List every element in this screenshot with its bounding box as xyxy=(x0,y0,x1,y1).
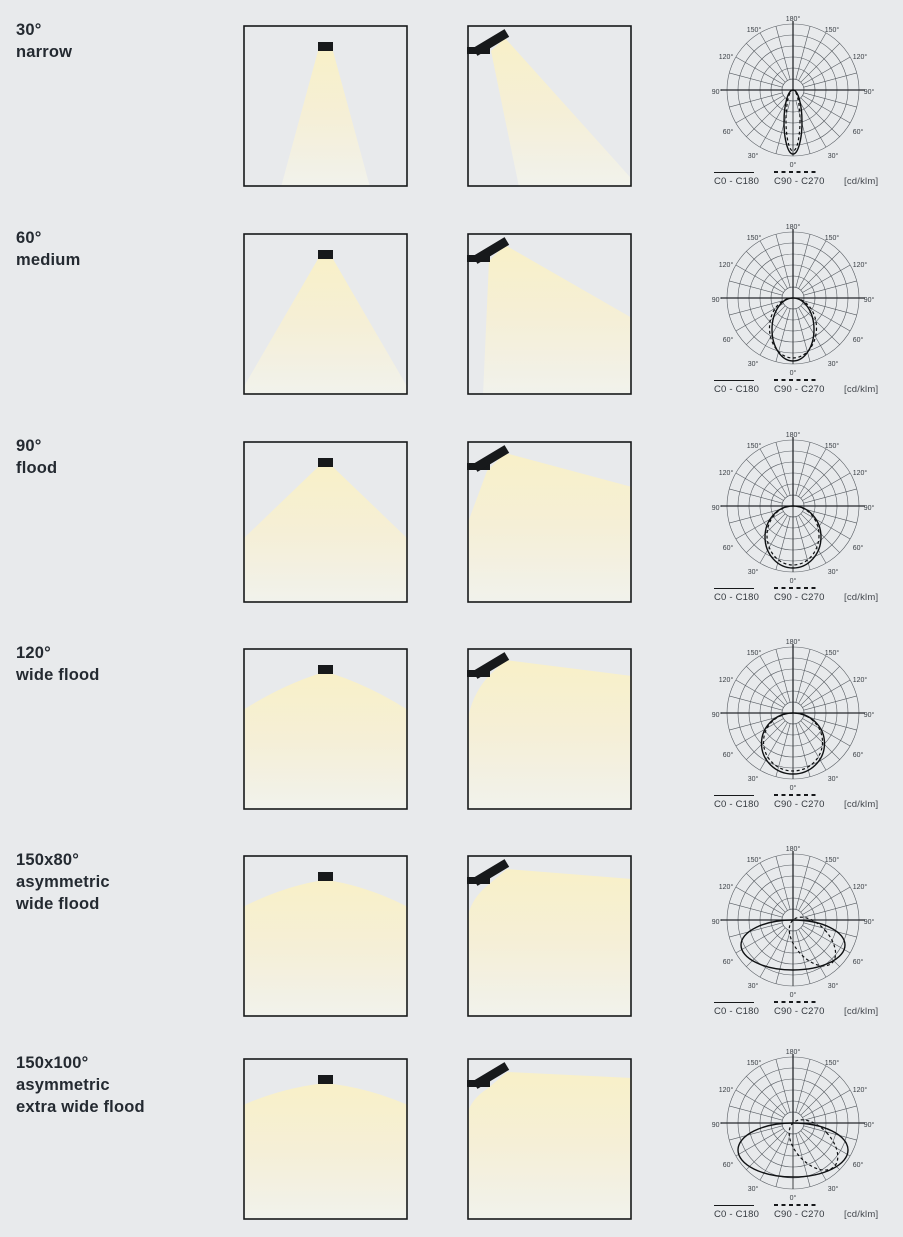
polar-axis-label: 0° xyxy=(789,369,797,376)
polar-axis-label: 180° xyxy=(785,431,801,439)
beam-box-straight xyxy=(243,1058,408,1220)
beam-label xyxy=(16,849,236,915)
beam-label xyxy=(16,19,236,63)
beam-angle-label: 90° xyxy=(16,437,42,455)
polar-diagram xyxy=(703,428,883,584)
fixture-icon xyxy=(318,250,333,259)
polar-axis-label: 60° xyxy=(722,336,734,344)
polar-axis-label: 180° xyxy=(785,223,801,231)
beam-cone xyxy=(243,881,408,1017)
beam-name-line: flood xyxy=(16,459,58,477)
polar-diagram xyxy=(703,1045,883,1201)
beam-row xyxy=(0,845,903,1055)
polar-axis-label: 90° xyxy=(711,711,723,719)
beam-cone xyxy=(243,259,408,395)
polar-grid xyxy=(718,851,865,986)
legend-c0-label: C0 - C180 xyxy=(714,1005,760,1017)
polar-axis-label: 120° xyxy=(852,1086,868,1094)
beam-box-tilted xyxy=(467,25,632,187)
legend-unit-label: [cd/klm] xyxy=(844,175,879,187)
beam-cone xyxy=(243,674,408,810)
legend-c0-label: C0 - C180 xyxy=(714,175,760,187)
legend-unit-label: [cd/klm] xyxy=(844,383,879,395)
polar-legend xyxy=(714,1204,878,1220)
beam-label xyxy=(16,435,236,479)
beam-cone xyxy=(243,467,408,603)
beam-angle-label: 150x80° xyxy=(16,851,80,869)
legend-c0 xyxy=(714,588,760,603)
legend-solid-line-icon xyxy=(714,1002,754,1003)
legend-solid-line-icon xyxy=(714,1205,754,1206)
legend-c90 xyxy=(774,171,824,187)
polar-legend xyxy=(714,587,878,603)
legend-c90 xyxy=(774,379,824,395)
beam-label xyxy=(16,642,236,686)
legend-c90 xyxy=(774,1204,824,1220)
beam-box-straight xyxy=(243,25,408,187)
beam-row xyxy=(0,638,903,848)
legend-c90 xyxy=(774,794,824,810)
beam-box-tilted xyxy=(467,233,632,395)
beam-row xyxy=(0,223,903,433)
polar-axis-label: 60° xyxy=(852,958,864,966)
polar-axis-label: 120° xyxy=(718,883,734,891)
legend-unit-label: [cd/klm] xyxy=(844,798,879,810)
polar-diagram xyxy=(703,635,883,791)
beam-name-line: asymmetric xyxy=(16,873,110,891)
polar-axis-label: 30° xyxy=(827,360,839,368)
polar-axis-label: 90° xyxy=(863,1121,875,1129)
polar-axis-label: 120° xyxy=(718,469,734,477)
beam-name-label xyxy=(16,457,236,479)
polar-grid xyxy=(718,437,865,572)
beam-cone xyxy=(483,245,632,395)
beam-name-line: extra wide flood xyxy=(16,1098,145,1116)
polar-axis-label: 60° xyxy=(722,544,734,552)
beam-name-label xyxy=(16,1074,236,1118)
polar-legend xyxy=(714,171,878,187)
beam-cone xyxy=(281,51,370,187)
polar-axis-label: 90° xyxy=(711,504,723,512)
beam-label xyxy=(16,227,236,271)
polar-axis-label: 180° xyxy=(785,845,801,853)
beam-box-tilted xyxy=(467,855,632,1017)
polar-axis-label: 120° xyxy=(718,53,734,61)
polar-axis-label: 150° xyxy=(746,649,762,657)
polar-axis-label: 30° xyxy=(747,152,759,160)
polar-axis-label: 180° xyxy=(785,15,801,23)
polar-axis-label: 90° xyxy=(863,504,875,512)
polar-axis-label: 30° xyxy=(747,360,759,368)
beam-name-label xyxy=(16,871,236,915)
legend-c90-label: C90 - C270 xyxy=(774,1208,825,1220)
legend-c90-label: C90 - C270 xyxy=(774,1005,825,1017)
legend-dashed-line-icon xyxy=(774,171,818,173)
fixture-icon xyxy=(318,458,333,467)
polar-axis-label: 150° xyxy=(824,26,840,34)
polar-axis-label: 60° xyxy=(852,751,864,759)
polar-axis-label: 120° xyxy=(852,676,868,684)
polar-axis-label: 0° xyxy=(789,991,797,998)
legend-c90-label: C90 - C270 xyxy=(774,591,825,603)
legend-unit-label: [cd/klm] xyxy=(844,1208,879,1220)
polar-axis-label: 90° xyxy=(863,88,875,96)
fixture-icon xyxy=(318,42,333,51)
polar-axis-label: 150° xyxy=(824,649,840,657)
polar-grid xyxy=(718,644,865,779)
legend-c90 xyxy=(774,1001,824,1017)
polar-axis-label: 30° xyxy=(747,1185,759,1193)
polar-axis-label: 60° xyxy=(852,544,864,552)
legend-unit-label: [cd/klm] xyxy=(844,1005,879,1017)
polar-axis-label: 150° xyxy=(746,234,762,242)
beam-name-label xyxy=(16,41,236,63)
beam-row xyxy=(0,15,903,225)
polar-axis-label: 150° xyxy=(746,442,762,450)
beam-angle-label: 60° xyxy=(16,229,42,247)
fixture-icon xyxy=(318,1075,333,1084)
beam-row xyxy=(0,1048,903,1237)
legend-c90-label: C90 - C270 xyxy=(774,383,825,395)
legend-c0 xyxy=(714,172,760,187)
beam-box-straight xyxy=(243,648,408,810)
legend-c0 xyxy=(714,380,760,395)
beam-cone xyxy=(467,453,632,603)
legend-c0-label: C0 - C180 xyxy=(714,591,760,603)
legend-c90 xyxy=(774,587,824,603)
polar-axis-label: 30° xyxy=(747,982,759,990)
polar-axis-label: 150° xyxy=(824,856,840,864)
legend-solid-line-icon xyxy=(714,380,754,381)
legend-solid-line-icon xyxy=(714,795,754,796)
legend-c0 xyxy=(714,795,760,810)
beam-angle-label: 150x100° xyxy=(16,1054,89,1072)
polar-axis-label: 120° xyxy=(718,676,734,684)
beam-box-straight xyxy=(243,441,408,603)
polar-grid xyxy=(718,21,865,156)
beam-cone xyxy=(243,1084,408,1220)
polar-diagram xyxy=(703,12,883,168)
polar-axis-label: 90° xyxy=(711,296,723,304)
beam-name-line: asymmetric xyxy=(16,1076,110,1094)
polar-axis-label: 60° xyxy=(852,128,864,136)
polar-axis-label: 60° xyxy=(722,751,734,759)
beam-angle-label: 120° xyxy=(16,644,51,662)
legend-solid-line-icon xyxy=(714,172,754,173)
beam-box-tilted xyxy=(467,1058,632,1220)
polar-legend xyxy=(714,379,878,395)
beam-name-label xyxy=(16,249,236,271)
polar-axis-label: 180° xyxy=(785,1048,801,1056)
polar-axis-label: 60° xyxy=(852,336,864,344)
polar-axis-label: 30° xyxy=(827,568,839,576)
polar-axis-label: 0° xyxy=(789,161,797,168)
beam-name-label xyxy=(16,664,236,686)
beam-box-tilted xyxy=(467,648,632,810)
legend-dashed-line-icon xyxy=(774,379,818,381)
polar-axis-label: 90° xyxy=(863,711,875,719)
beam-name-line: wide flood xyxy=(16,895,100,913)
polar-axis-label: 120° xyxy=(718,1086,734,1094)
beam-cone xyxy=(467,660,632,810)
polar-legend xyxy=(714,794,878,810)
legend-c0-label: C0 - C180 xyxy=(714,383,760,395)
polar-axis-label: 180° xyxy=(785,638,801,646)
polar-axis-label: 150° xyxy=(746,26,762,34)
polar-legend xyxy=(714,1001,878,1017)
polar-axis-label: 120° xyxy=(852,261,868,269)
fixture-icon xyxy=(318,665,333,674)
legend-c90-label: C90 - C270 xyxy=(774,175,825,187)
beam-label xyxy=(16,1052,236,1118)
polar-axis-label: 150° xyxy=(746,856,762,864)
polar-axis-label: 0° xyxy=(789,1194,797,1201)
polar-axis-label: 90° xyxy=(863,296,875,304)
polar-axis-label: 0° xyxy=(789,784,797,791)
polar-axis-label: 90° xyxy=(711,88,723,96)
polar-axis-label: 30° xyxy=(747,775,759,783)
beam-row xyxy=(0,431,903,641)
polar-axis-label: 0° xyxy=(789,577,797,584)
polar-axis-label: 120° xyxy=(852,883,868,891)
beam-box-straight xyxy=(243,233,408,395)
polar-axis-label: 90° xyxy=(863,918,875,926)
legend-c90-label: C90 - C270 xyxy=(774,798,825,810)
polar-axis-label: 150° xyxy=(824,442,840,450)
beam-angle-label: 30° xyxy=(16,21,42,39)
beam-name-line: narrow xyxy=(16,43,73,61)
legend-c0-label: C0 - C180 xyxy=(714,1208,760,1220)
polar-axis-label: 60° xyxy=(722,128,734,136)
legend-solid-line-icon xyxy=(714,588,754,589)
legend-dashed-line-icon xyxy=(774,1001,818,1003)
legend-dashed-line-icon xyxy=(774,794,818,796)
polar-axis-label: 30° xyxy=(827,1185,839,1193)
polar-grid xyxy=(718,1054,865,1189)
polar-axis-label: 120° xyxy=(718,261,734,269)
polar-axis-label: 150° xyxy=(824,1059,840,1067)
polar-axis-label: 30° xyxy=(827,775,839,783)
polar-axis-label: 120° xyxy=(852,53,868,61)
polar-axis-label: 60° xyxy=(722,1161,734,1169)
polar-axis-label: 30° xyxy=(747,568,759,576)
legend-c0 xyxy=(714,1002,760,1017)
polar-axis-label: 150° xyxy=(746,1059,762,1067)
beam-box-tilted xyxy=(467,441,632,603)
legend-c0-label: C0 - C180 xyxy=(714,798,760,810)
polar-axis-label: 90° xyxy=(711,918,723,926)
legend-unit-label: [cd/klm] xyxy=(844,591,879,603)
legend-dashed-line-icon xyxy=(774,1204,818,1206)
fixture-icon xyxy=(318,872,333,881)
polar-axis-label: 30° xyxy=(827,152,839,160)
polar-axis-label: 60° xyxy=(852,1161,864,1169)
polar-grid xyxy=(718,229,865,364)
polar-axis-label: 60° xyxy=(722,958,734,966)
beam-cone xyxy=(467,869,632,1017)
polar-axis-label: 30° xyxy=(827,982,839,990)
beam-name-line: wide flood xyxy=(16,666,100,684)
polar-axis-label: 90° xyxy=(711,1121,723,1129)
polar-axis-label: 120° xyxy=(852,469,868,477)
beam-cone xyxy=(467,1072,632,1220)
polar-diagram xyxy=(703,220,883,376)
legend-dashed-line-icon xyxy=(774,587,818,589)
polar-diagram xyxy=(703,842,883,998)
beam-name-line: medium xyxy=(16,251,81,269)
polar-axis-label: 150° xyxy=(824,234,840,242)
beam-cone xyxy=(491,38,632,187)
beam-box-straight xyxy=(243,855,408,1017)
legend-c0 xyxy=(714,1205,760,1220)
